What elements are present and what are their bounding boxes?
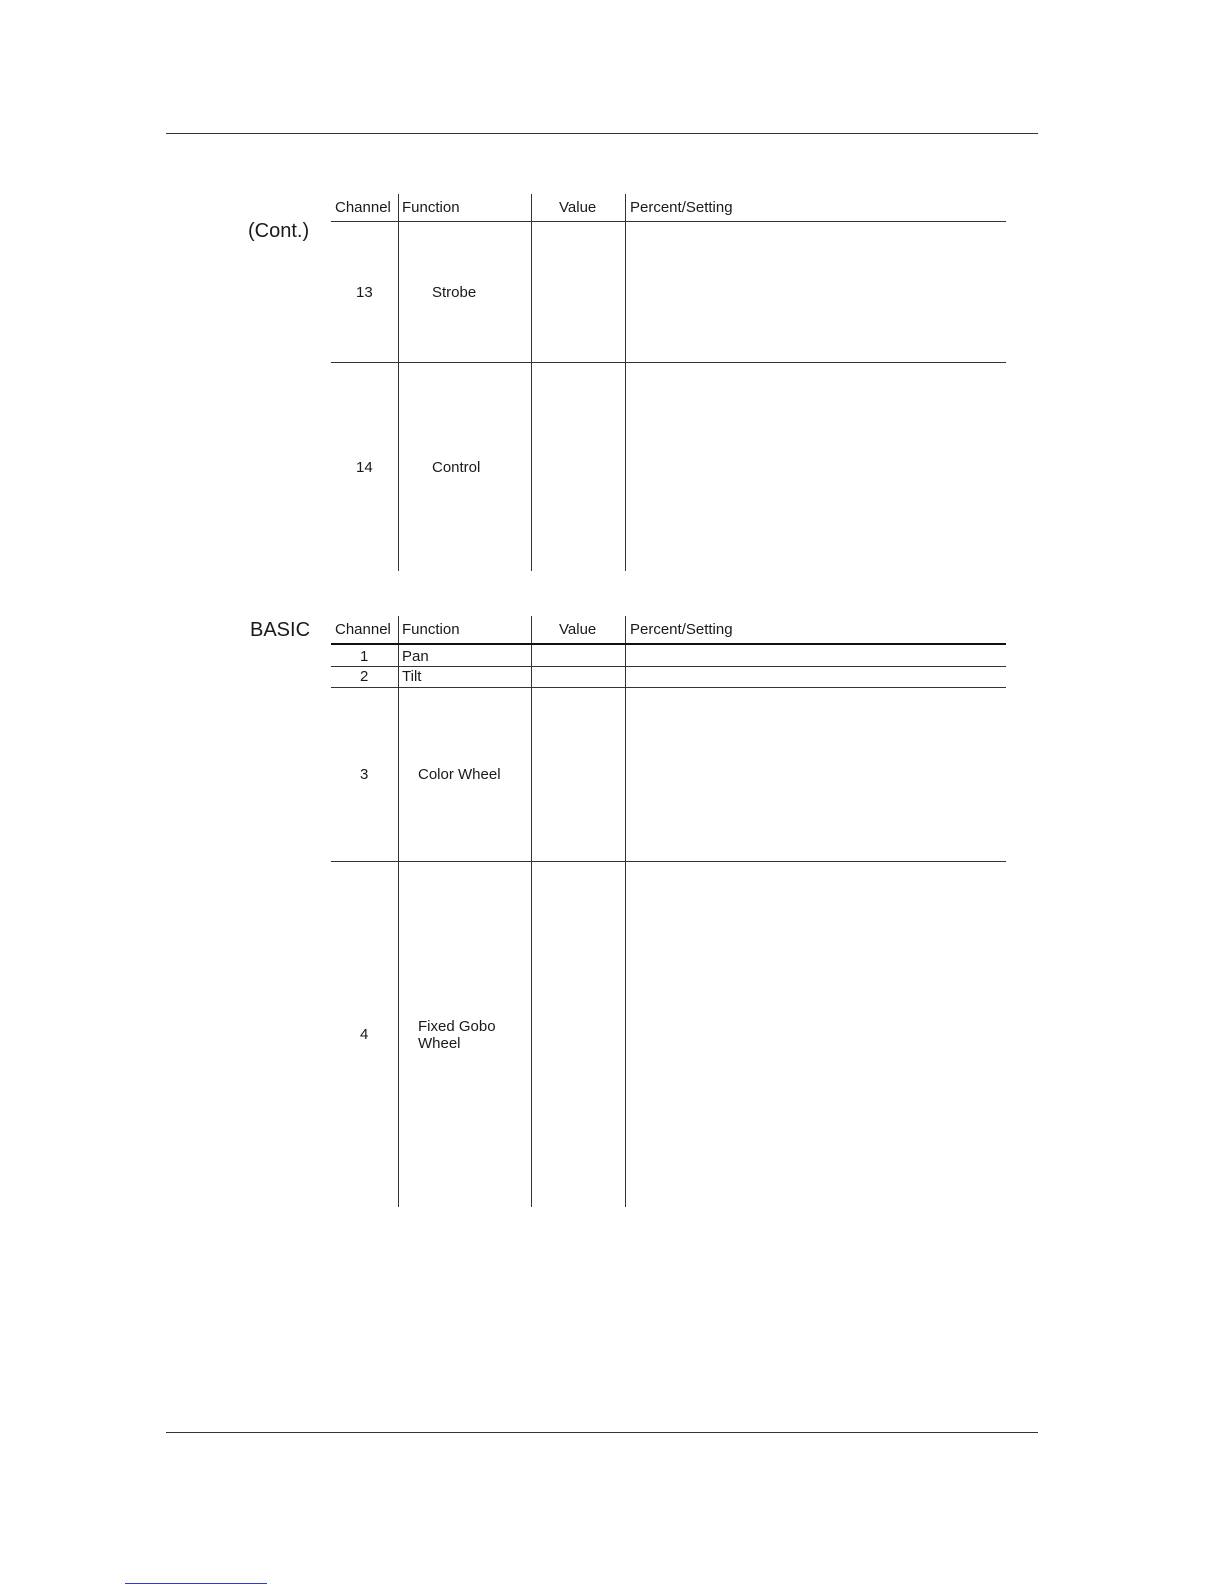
column-divider bbox=[531, 194, 532, 571]
table-cell-function: Wheel bbox=[418, 1035, 461, 1052]
header-bottom-line bbox=[331, 643, 1006, 645]
row-divider bbox=[331, 362, 1006, 363]
row-divider bbox=[331, 861, 1006, 862]
header-value: Value bbox=[559, 621, 597, 638]
table-cell-channel: 2 bbox=[360, 668, 369, 685]
header-function: Function bbox=[402, 621, 460, 638]
row-divider bbox=[331, 687, 1006, 688]
header-rule bbox=[166, 133, 1038, 134]
header-function: Function bbox=[402, 199, 460, 216]
header-bottom-line bbox=[331, 221, 1006, 222]
header-channel: Channel bbox=[335, 621, 391, 638]
table-cell-channel: 14 bbox=[356, 459, 373, 476]
table-cell-function: Strobe bbox=[432, 284, 477, 301]
table-cell-function: Pan bbox=[402, 648, 429, 665]
table-cell-channel: 1 bbox=[360, 648, 369, 665]
row-divider bbox=[331, 666, 1006, 667]
header-value: Value bbox=[559, 199, 597, 216]
column-divider bbox=[398, 194, 399, 571]
table-cell-function: Fixed Gobo bbox=[418, 1018, 496, 1035]
table-cell-function: Color Wheel bbox=[418, 766, 501, 783]
table-cell-channel: 3 bbox=[360, 766, 369, 783]
section-label-cont: (Cont.) bbox=[248, 220, 310, 242]
footer-rule bbox=[166, 1432, 1038, 1433]
column-divider bbox=[398, 616, 399, 1207]
table-cell-function: Control bbox=[432, 459, 481, 476]
link-underline[interactable] bbox=[125, 1583, 267, 1584]
header-channel: Channel bbox=[335, 199, 391, 216]
section-label-basic: BASIC bbox=[250, 619, 311, 641]
table-cell-channel: 13 bbox=[356, 284, 373, 301]
column-divider bbox=[625, 194, 626, 571]
column-divider bbox=[531, 616, 532, 1207]
table-cell-channel: 4 bbox=[360, 1026, 369, 1043]
header-percent-setting: Percent/Setting bbox=[630, 621, 733, 638]
table-cell-function: Tilt bbox=[402, 668, 422, 685]
header-percent-setting: Percent/Setting bbox=[630, 199, 733, 216]
column-divider bbox=[625, 616, 626, 1207]
